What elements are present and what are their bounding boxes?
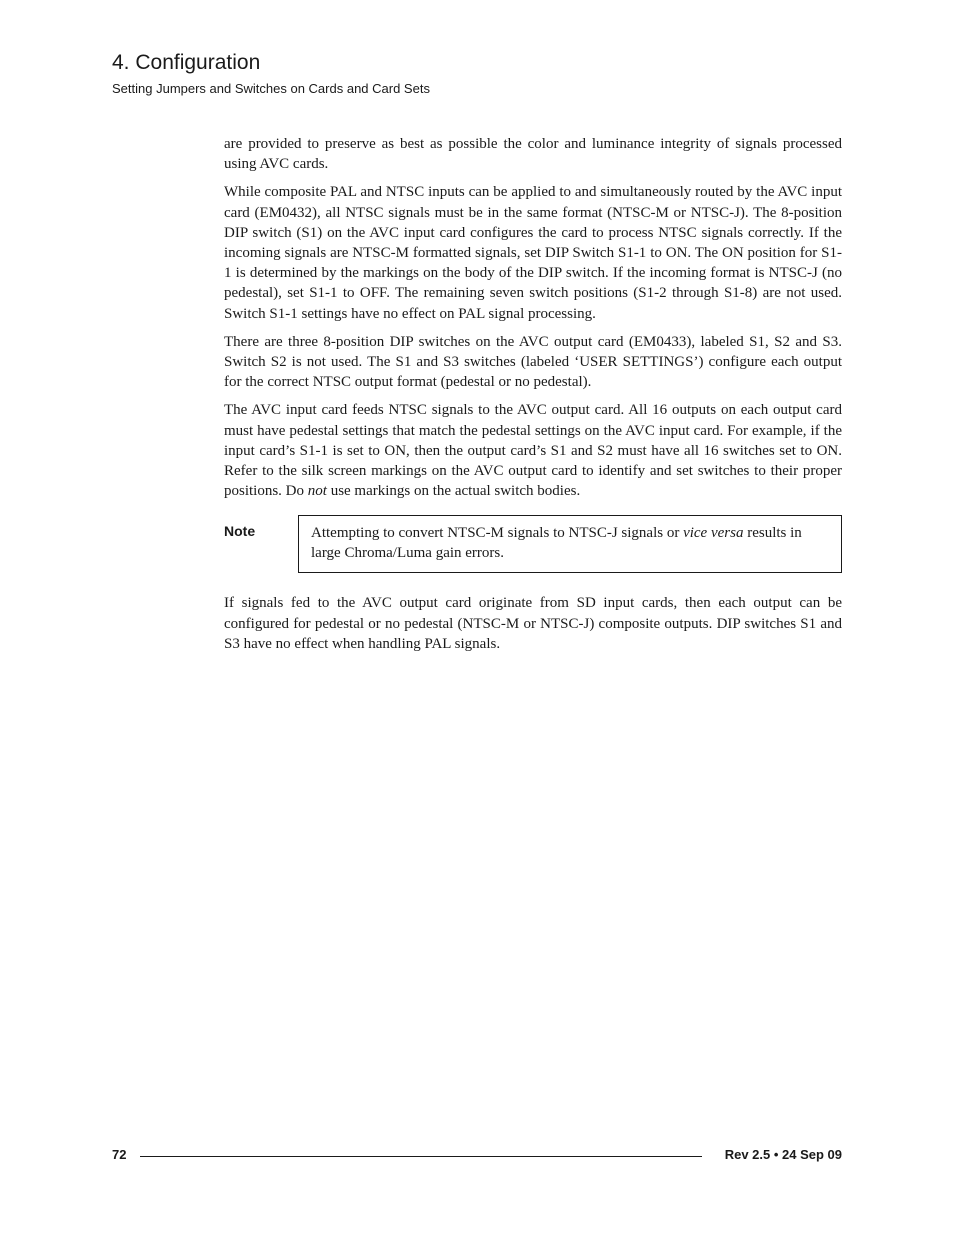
paragraph-3: There are three 8-position DIP switches on the AVC output card (EM0433), labeled S1, S2 and S3. Switch S2 is not used. The S1 and S3 switches (labeled ‘USER SETTINGS’) configure each output for the correct NTSC output format (pedestal or no pedestal). [224, 333, 842, 391]
footer-divider [140, 1156, 702, 1157]
note-text-b: results in large Chroma/Luma gain errors. [311, 525, 802, 562]
note-emphasis: vice versa [683, 525, 744, 542]
note-box [298, 515, 842, 573]
paragraph-5: If signals fed to the AVC output card originate from SD input cards, then each output can be configured for pedestal or no pedestal (NTSC-M or NTSC-J) composite outputs. DIP switches S1 and S3 have no effect when handling PAL signals. [224, 595, 842, 652]
note-label: Note [224, 523, 256, 540]
paragraph-4 [224, 400, 842, 501]
chapter-title: 4. Configuration [112, 51, 261, 74]
paragraph-1: are provided to preserve as best as possible the color and luminance integrity of signals processed using AVC cards. [224, 136, 842, 173]
revision-label: Rev 2.5 • 24 Sep 09 [724, 1147, 842, 1162]
note-text-a: Attempting to convert NTSC-M signals to NTSC-J signals or [311, 525, 684, 542]
note-callout [224, 515, 842, 573]
section-subtitle: Setting Jumpers and Switches on Cards and Card Sets [112, 81, 430, 96]
paragraph-4-text-b: use markings on the actual switch bodies. [326, 483, 581, 500]
paragraph-2: While composite PAL and NTSC inputs can be applied to and simultaneously routed by the AVC input card (EM0432), all NTSC signals must be in the same format (NTSC-M or NTSC-J). The 8-position DIP switch (S1) on the AVC input card configures the card to process NTSC signals correctly. If the incoming signals are NTSC-M formatted signals, set DIP Switch S1-1 to ON. The ON position for S1-1 is determined by the markings on the body of the DIP switch. If the incoming format is NTSC-J (no pedestal), set S1-1 to OFF. The remaining seven switch positions (S1-2 through S1-8) are not used. Switch S1-1 settings have no effect on PAL signal processing. [224, 184, 842, 322]
paragraph-4-text-a: The AVC input card feeds NTSC signals to the AVC output card. All 16 outputs on each output card must have pedestal settings that match the pedestal settings on the AVC input card. For example, if the input card’s S1-1 is set to ON, then the output card’s S1 and S2 must have all 16 switches set to ON. Refer to the silk screen markings on the AVC output card to identify and set switches to their proper positions. Do [224, 402, 842, 500]
body-content [224, 134, 842, 662]
paragraph-4-emphasis: not [307, 483, 327, 500]
page-number: 72 [112, 1147, 127, 1162]
